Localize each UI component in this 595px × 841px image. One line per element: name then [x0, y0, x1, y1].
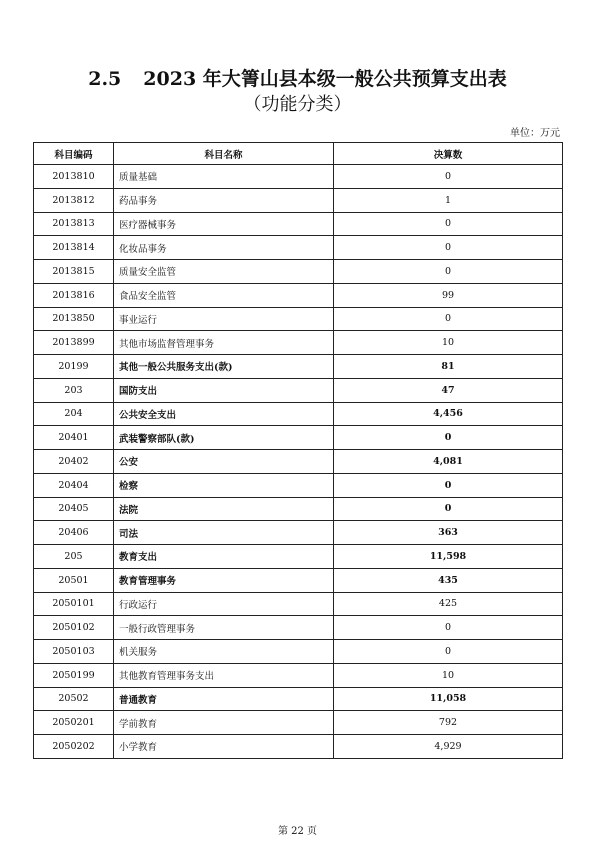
cell-name: 一般行政管理事务: [114, 616, 334, 640]
cell-name: 质量基础: [114, 165, 334, 189]
cell-code: 204: [34, 402, 114, 426]
table-row: [34, 378, 563, 402]
cell-name: 食品安全监管: [114, 283, 334, 307]
table-row: [34, 307, 563, 331]
cell-code: 2013810: [34, 165, 114, 189]
cell-code: 20402: [34, 450, 114, 474]
cell-value: 10: [334, 663, 563, 687]
cell-value: 99: [334, 283, 563, 307]
cell-name: 药品事务: [114, 188, 334, 212]
cell-code: 2050201: [34, 711, 114, 735]
table-row: [34, 331, 563, 355]
cell-name: 司法: [114, 521, 334, 545]
cell-value: 363: [334, 521, 563, 545]
cell-value: 0: [334, 426, 563, 450]
cell-code: 2013899: [34, 331, 114, 355]
page-title: [0, 66, 595, 92]
cell-value: 0: [334, 640, 563, 664]
cell-value: 4,081: [334, 450, 563, 474]
title-text: 2023 年大箐山县本级一般公共预算支出表: [143, 68, 507, 90]
cell-code: 2050199: [34, 663, 114, 687]
cell-name: 教育管理事务: [114, 568, 334, 592]
cell-code: 2013814: [34, 236, 114, 260]
section-number: 2.5: [88, 68, 122, 90]
cell-name: 小学教育: [114, 735, 334, 759]
cell-value: 4,929: [334, 735, 563, 759]
cell-value: 11,598: [334, 545, 563, 569]
column-header-code: 科目编码: [34, 143, 114, 165]
table-row: [34, 402, 563, 426]
table-row: [34, 568, 563, 592]
cell-code: 2050101: [34, 592, 114, 616]
cell-name: 检察: [114, 473, 334, 497]
cell-name: 教育支出: [114, 545, 334, 569]
cell-code: 2050102: [34, 616, 114, 640]
table-row: [34, 711, 563, 735]
cell-code: 2013816: [34, 283, 114, 307]
cell-value: 0: [334, 165, 563, 189]
cell-name: 化妆品事务: [114, 236, 334, 260]
cell-code: 20406: [34, 521, 114, 545]
cell-name: 学前教育: [114, 711, 334, 735]
cell-code: 20502: [34, 687, 114, 711]
table-row: [34, 521, 563, 545]
cell-name: 行政运行: [114, 592, 334, 616]
cell-value: 10: [334, 331, 563, 355]
cell-value: 4,456: [334, 402, 563, 426]
cell-code: 2013812: [34, 188, 114, 212]
cell-code: 2013815: [34, 260, 114, 284]
cell-code: 203: [34, 378, 114, 402]
cell-value: 0: [334, 260, 563, 284]
cell-code: 20404: [34, 473, 114, 497]
cell-code: 20405: [34, 497, 114, 521]
cell-name: 医疗器械事务: [114, 212, 334, 236]
cell-value: 0: [334, 236, 563, 260]
column-header-name: 科目名称: [114, 143, 334, 165]
table-row: [34, 283, 563, 307]
table-row: [34, 687, 563, 711]
table-row: [34, 450, 563, 474]
cell-code: 2050202: [34, 735, 114, 759]
cell-value: 81: [334, 355, 563, 379]
unit-label: 单位：万元: [510, 128, 560, 139]
cell-value: 1: [334, 188, 563, 212]
cell-name: 武装警察部队(款): [114, 426, 334, 450]
cell-name: 事业运行: [114, 307, 334, 331]
table-row: [34, 616, 563, 640]
cell-code: 20199: [34, 355, 114, 379]
cell-name: 国防支出: [114, 378, 334, 402]
cell-value: 792: [334, 711, 563, 735]
cell-name: 普通教育: [114, 687, 334, 711]
cell-code: 2050103: [34, 640, 114, 664]
cell-name: 其他教育管理事务支出: [114, 663, 334, 687]
cell-value: 425: [334, 592, 563, 616]
table-row: [34, 426, 563, 450]
cell-value: 0: [334, 212, 563, 236]
table-row: [34, 640, 563, 664]
page-subtitle: （功能分类）: [243, 94, 352, 115]
cell-name: 机关服务: [114, 640, 334, 664]
table-row: [34, 236, 563, 260]
table-row: [34, 165, 563, 189]
table-row: [34, 188, 563, 212]
table-row: [34, 735, 563, 759]
table-row: [34, 545, 563, 569]
table-row: [34, 592, 563, 616]
table-row: [34, 473, 563, 497]
cell-name: 其他市场监督管理事务: [114, 331, 334, 355]
cell-value: 0: [334, 473, 563, 497]
page-number: 第 22 页: [277, 826, 318, 837]
cell-value: 47: [334, 378, 563, 402]
cell-value: 0: [334, 307, 563, 331]
cell-code: 205: [34, 545, 114, 569]
budget-table: [33, 142, 563, 759]
table-header-row: [34, 143, 563, 165]
cell-value: 0: [334, 616, 563, 640]
cell-code: 20401: [34, 426, 114, 450]
cell-value: 11,058: [334, 687, 563, 711]
cell-code: 20501: [34, 568, 114, 592]
column-header-value: 决算数: [334, 143, 563, 165]
table-row: [34, 355, 563, 379]
table-row: [34, 663, 563, 687]
cell-value: 0: [334, 497, 563, 521]
cell-code: 2013813: [34, 212, 114, 236]
cell-name: 公共安全支出: [114, 402, 334, 426]
cell-code: 2013850: [34, 307, 114, 331]
cell-name: 质量安全监管: [114, 260, 334, 284]
cell-name: 法院: [114, 497, 334, 521]
table-row: [34, 212, 563, 236]
table-row: [34, 497, 563, 521]
cell-value: 435: [334, 568, 563, 592]
table-row: [34, 260, 563, 284]
cell-name: 其他一般公共服务支出(款): [114, 355, 334, 379]
cell-name: 公安: [114, 450, 334, 474]
